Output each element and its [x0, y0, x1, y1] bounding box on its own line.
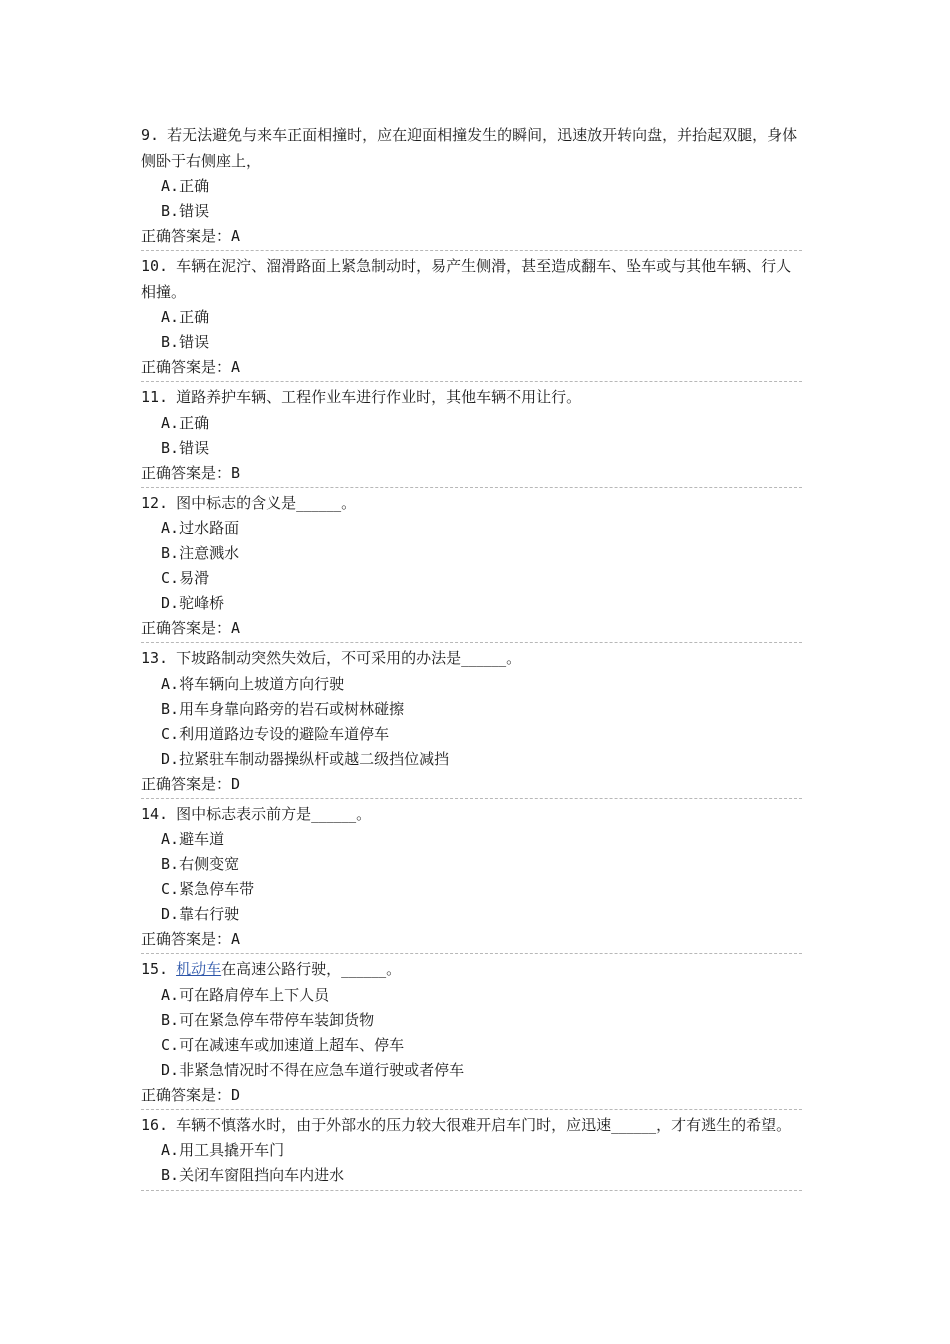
question-body: 车辆在泥泞、溜滑路面上紧急制动时，易产生侧滑，甚至造成翻车、坠车或与其他车辆、行人相撞。 [141, 257, 792, 301]
question-block [141, 123, 802, 251]
option-text: 利用道路边专设的避险车道停车 [179, 724, 390, 743]
question-block [141, 385, 802, 488]
option-text: 错误 [179, 333, 210, 351]
question-number: 13. [141, 649, 169, 667]
answer-prefix: 正确答案是： [141, 463, 232, 482]
correct-answer [141, 772, 802, 796]
option-text: 避车道 [179, 830, 225, 848]
option-letter: A. [161, 308, 180, 326]
question-block [141, 802, 802, 955]
option-text: 注意溅水 [179, 544, 240, 562]
answer-value: A [231, 358, 241, 376]
option-item [141, 591, 802, 616]
option-text: 用工具撬开车门 [179, 1141, 285, 1159]
answer-value: A [231, 619, 241, 637]
question-body: 下坡路制动突然失效后，不可采用的办法是______。 [176, 649, 522, 667]
option-letter: D. [161, 749, 180, 768]
answer-value: A [231, 930, 241, 948]
option-text: 正确 [179, 308, 210, 326]
answer-prefix: 正确答案是： [141, 619, 232, 637]
option-item [141, 330, 802, 355]
answer-prefix: 正确答案是： [141, 227, 232, 245]
option-item [141, 722, 802, 747]
option-item [141, 305, 802, 330]
option-item [141, 566, 802, 591]
option-letter: D. [161, 1060, 180, 1079]
option-item [141, 411, 802, 436]
question-text [141, 646, 802, 672]
question-text [141, 254, 802, 305]
option-text: 紧急停车带 [179, 880, 255, 898]
option-text: 关闭车窗阻挡向车内进水 [179, 1166, 345, 1184]
keyword-link[interactable]: 机动车 [176, 960, 222, 978]
option-item [141, 983, 802, 1008]
option-text: 错误 [179, 438, 210, 457]
question-number: 10. [141, 257, 169, 275]
option-text: 右侧变宽 [179, 855, 240, 873]
option-letter: D. [161, 905, 180, 923]
option-text: 非紧急情况时不得在应急车道行驶或者停车 [179, 1060, 465, 1079]
option-letter: A. [161, 985, 180, 1004]
option-text: 可在紧急停车带停车装卸货物 [179, 1010, 375, 1029]
option-item [141, 877, 802, 902]
question-block [141, 1113, 802, 1192]
correct-answer [141, 927, 802, 951]
correct-answer [141, 1083, 802, 1107]
option-letter: A. [161, 830, 180, 848]
option-item [141, 436, 802, 461]
answer-prefix: 正确答案是： [141, 774, 232, 793]
question-block [141, 957, 802, 1110]
option-letter: D. [161, 594, 180, 612]
option-text: 易滑 [179, 569, 210, 587]
option-text: 可在减速车或加速道上超车、停车 [179, 1035, 405, 1054]
option-item [141, 1138, 802, 1163]
option-letter: A. [161, 1141, 180, 1159]
option-text: 过水路面 [179, 519, 240, 537]
option-letter: C. [161, 724, 180, 743]
question-body: 车辆不慎落水时，由于外部水的压力较大很难开启车门时，应迅速______，才有逃生的希望。 [176, 1115, 792, 1134]
option-letter: A. [161, 674, 180, 693]
option-item [141, 516, 802, 541]
question-block [141, 254, 802, 382]
answer-value: D [231, 774, 241, 793]
option-letter: B. [161, 1166, 180, 1184]
option-letter: B. [161, 1010, 180, 1029]
option-text: 正确 [179, 413, 210, 432]
option-text: 将车辆向上坡道方向行驶 [179, 674, 345, 693]
option-text: 用车身靠向路旁的岩石或树林碰擦 [179, 699, 405, 718]
option-letter: B. [161, 544, 180, 562]
option-item [141, 1033, 802, 1058]
option-item [141, 902, 802, 927]
option-item [141, 1008, 802, 1033]
option-letter: B. [161, 699, 180, 718]
option-letter: C. [161, 880, 180, 898]
question-list [141, 123, 802, 1194]
question-number: 16. [141, 1115, 169, 1134]
question-body: 在高速公路行驶，______。 [221, 960, 402, 978]
option-letter: A. [161, 519, 180, 537]
correct-answer [141, 224, 802, 248]
question-number: 11. [141, 388, 169, 406]
question-number: 12. [141, 493, 169, 512]
question-text [141, 385, 802, 411]
question-body: 若无法避免与来车正面相撞时，应在迎面相撞发生的瞬间，迅速放开转向盘，并抬起双腿，身体侧卧于右侧座上， [141, 126, 798, 170]
option-letter: A. [161, 177, 180, 195]
option-item [141, 1163, 802, 1188]
question-block [141, 491, 802, 644]
answer-value: D [231, 1085, 241, 1104]
correct-answer [141, 461, 802, 485]
option-text: 拉紧驻车制动器操纵杆或越二级挡位减挡 [179, 749, 450, 768]
option-text: 驼峰桥 [179, 594, 225, 612]
option-item [141, 827, 802, 852]
option-item [141, 199, 802, 224]
question-body: 图中标志的含义是______。 [176, 493, 357, 512]
question-number: 14. [141, 804, 169, 823]
option-item [141, 852, 802, 877]
answer-value: B [231, 463, 241, 482]
option-letter: B. [161, 855, 180, 873]
correct-answer [141, 616, 802, 640]
option-letter: B. [161, 202, 180, 220]
option-item [141, 541, 802, 566]
option-text: 靠右行驶 [179, 905, 240, 923]
question-number: 9. [141, 126, 160, 144]
option-letter: B. [161, 438, 180, 457]
question-text [141, 802, 802, 828]
option-item [141, 174, 802, 199]
option-text: 正确 [179, 177, 210, 195]
question-text [141, 1113, 802, 1139]
option-text: 可在路肩停车上下人员 [179, 985, 330, 1004]
question-text [141, 957, 802, 983]
option-item [141, 747, 802, 772]
option-letter: C. [161, 1035, 180, 1054]
option-text: 错误 [179, 202, 210, 220]
answer-prefix: 正确答案是： [141, 930, 232, 948]
question-text [141, 123, 802, 174]
option-letter: A. [161, 413, 180, 432]
question-body: 图中标志表示前方是______。 [176, 804, 372, 823]
option-item [141, 672, 802, 697]
option-letter: C. [161, 569, 180, 587]
answer-prefix: 正确答案是： [141, 1085, 232, 1104]
answer-value: A [231, 227, 241, 245]
option-letter: B. [161, 333, 180, 351]
question-text [141, 491, 802, 517]
option-item [141, 1058, 802, 1083]
correct-answer [141, 355, 802, 379]
question-number: 15. [141, 960, 169, 978]
answer-prefix: 正确答案是： [141, 358, 232, 376]
question-body: 道路养护车辆、工程作业车进行作业时，其他车辆不用让行。 [176, 388, 582, 406]
question-block [141, 646, 802, 799]
option-item [141, 697, 802, 722]
